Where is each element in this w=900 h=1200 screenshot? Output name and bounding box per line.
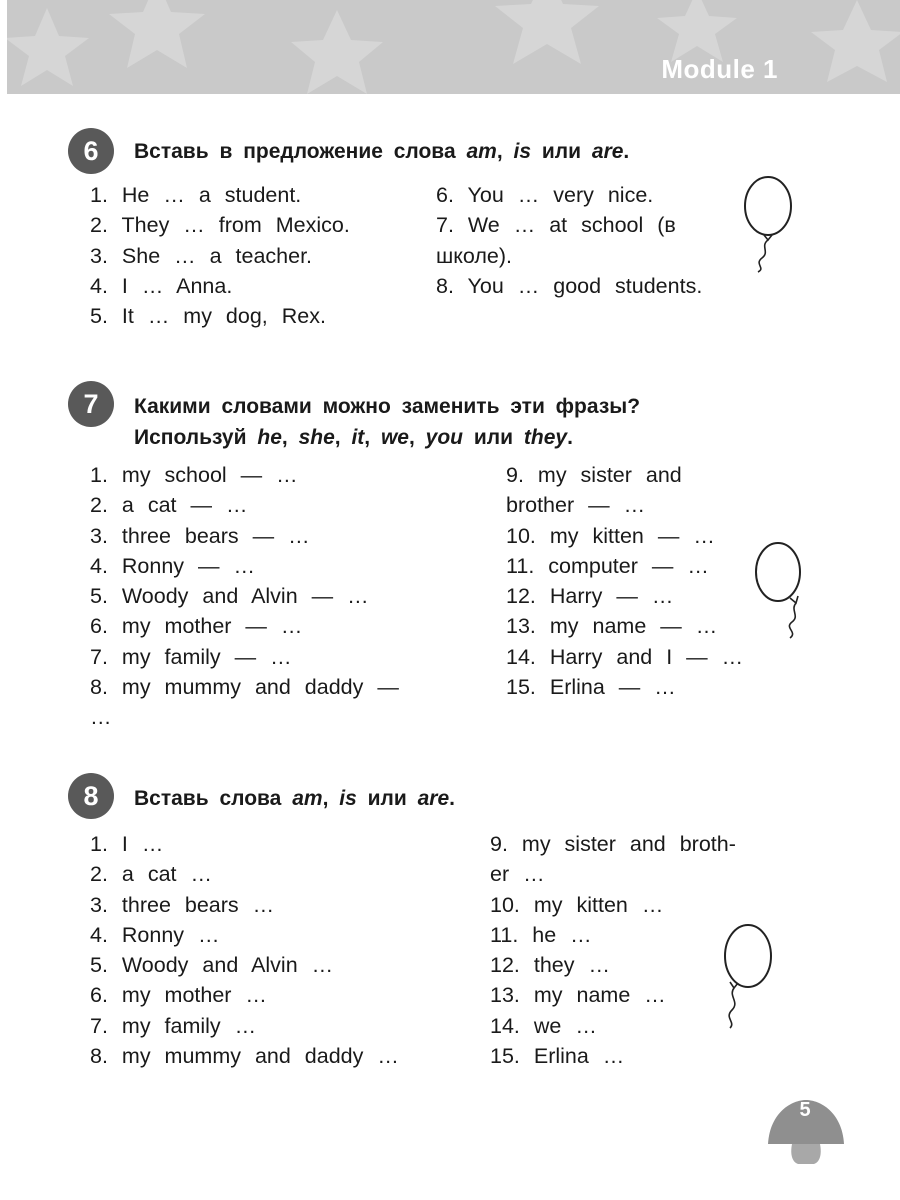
list-item: 7. my family — … — [90, 644, 292, 669]
page-number: 5 — [799, 1099, 811, 1121]
list-item: brother — … — [506, 493, 646, 518]
list-item: 4. I … Anna. — [90, 273, 233, 298]
list-item: 3. three bears … — [90, 892, 275, 917]
list-item: 13. my name … — [490, 983, 666, 1008]
list-item: 4. Ronny — … — [90, 553, 255, 578]
list-item: 5. Woody and Alvin — … — [90, 584, 369, 609]
list-item: 6. You … very nice. — [436, 183, 654, 207]
exercise-7-right-list — [506, 460, 743, 702]
list-item: 2. They … from Mexico. — [90, 213, 350, 238]
page-header — [7, 0, 900, 94]
list-item: 12. Harry — … — [506, 584, 674, 609]
exercise-6-instruction: Вставь в предложение слова am, is или are. — [134, 140, 630, 163]
list-item: 11. he … — [490, 922, 592, 947]
list-item: 5. It … my dog, Rex. — [90, 304, 326, 329]
list-item: 4. Ronny … — [90, 922, 220, 947]
list-item: er … — [490, 862, 545, 887]
list-item: 1. I … — [90, 832, 164, 856]
list-item: 8. my mummy and daddy … — [90, 1044, 399, 1069]
exercise-7-instruction-line1: Какими словами можно заменить эти фразы? — [134, 395, 641, 418]
list-item: 8. You … good students. — [436, 273, 703, 298]
balloon-icon — [740, 174, 804, 274]
list-item: 7. my family … — [90, 1013, 257, 1038]
module-title: Module 1 — [661, 54, 778, 84]
list-item: 3. She … a teacher. — [90, 243, 313, 268]
list-item: 15. Erlina — … — [506, 675, 676, 700]
exercise-8-number: 8 — [68, 773, 114, 819]
list-item: школе). — [436, 243, 513, 268]
list-item: 13. my name — … — [506, 614, 718, 639]
exercise-7-number: 7 — [68, 381, 114, 427]
list-item: 9. my sister and — [506, 463, 682, 487]
list-item: 6. my mother — … — [90, 614, 303, 639]
list-item: 14. we … — [490, 1013, 597, 1038]
list-item: 10. my kitten — … — [506, 523, 715, 548]
list-item: 1. He … a student. — [90, 183, 302, 207]
list-item: 7. We … at school (в — [436, 213, 676, 238]
list-item: 6. my mother … — [90, 983, 267, 1008]
list-item: 11. computer — … — [506, 553, 709, 578]
list-item: 14. Harry and I — … — [506, 644, 744, 669]
list-item: 15. Erlina … — [490, 1044, 625, 1069]
list-item: 9. my sister and broth- — [490, 832, 736, 856]
exercise-7-instruction-line2: Используй he, she, it, we, you или they. — [134, 426, 573, 449]
list-item: 8. my mummy and daddy — — [90, 675, 399, 700]
list-item: 5. Woody and Alvin … — [90, 953, 334, 978]
balloon-icon — [716, 920, 780, 1030]
balloon-icon — [752, 540, 812, 640]
exercise-7-left-list — [90, 460, 399, 733]
exercise-8-instruction: Вставь слова am, is или are. — [134, 787, 455, 810]
list-item: 10. my kitten … — [490, 892, 664, 917]
list-item: 12. they … — [490, 953, 610, 978]
exercise-6-right-list — [436, 180, 702, 301]
exercise-8-right-list — [490, 829, 736, 1071]
exercise-8-left-list — [90, 829, 399, 1071]
list-item: 1. my school — … — [90, 463, 298, 487]
list-item: 3. three bears — … — [90, 523, 310, 548]
list-item: … — [90, 705, 112, 730]
list-item: 2. a cat … — [90, 862, 212, 887]
exercise-6-left-list — [90, 180, 350, 331]
list-item: 2. a cat — … — [90, 493, 248, 518]
exercise-6-number: 6 — [68, 128, 114, 174]
exercise-7-instruction — [134, 391, 640, 453]
